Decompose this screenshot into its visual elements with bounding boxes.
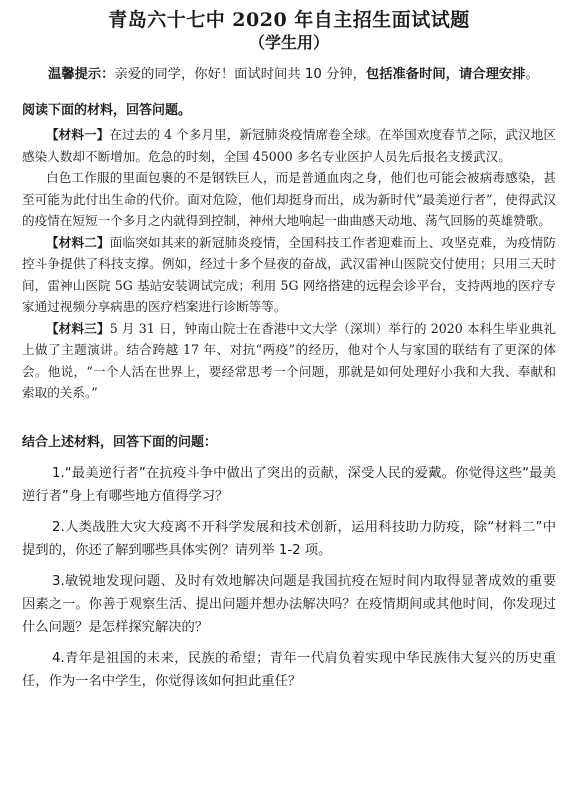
material-text: 白色工作服的里面包裹的不是钢铁巨人，而是普通血肉之身，他们也可能会被病毒感染，甚至可能为此付出生命的代价。面对危险，他们却挺身而出，成为新时代“最美逆行者”，使得武汉的疫情在短短一个多月之内就得到控制，神州大地响起一曲曲感天动地、荡气回肠的英雄赞歌。: [22, 170, 556, 228]
reading-materials: [22, 124, 556, 404]
material-tag: 【材料三】: [46, 320, 110, 336]
questions-heading: 结合上述材料，回答下面的问题：: [22, 434, 218, 450]
question-text: 敏锐地发现问题、及时有效地解决问题是我国抗疫在短时间内取得显著成效的重要因素之一。你善于观察生活、提出问题并想办法解决吗？在疫情期间或其他时间，你发现过什么问题？是怎样探究解决的？: [22, 573, 556, 635]
tip-label: 温馨提示：: [48, 67, 115, 82]
material-paragraph: [22, 124, 556, 167]
material-tag: 【材料一】: [46, 127, 110, 142]
tip-text: 亲爱的同学，你好！面试时间共 10 分钟，: [114, 67, 366, 82]
material-text: 面临突如其来的新冠肺炎疫情，全国科技工作者迎难而上、攻坚克难，为疫情防控斗争提供了科技支撑。例如，经过十多个昼夜的奋战，武汉雷神山医院交付使用；只用三天时间，雷神山医院 5G 基站安装调试完成；利用 5G 网络搭建的远程会诊平台，支持两地的医疗专家通过视频分享病患的医疗档案进行诊断等等。: [22, 234, 557, 314]
question-text: 人类战胜大灾大疫离不开科学发展和技术创新，运用科技助力防疫，除“材料二”中提到的，你还了解到哪些具体实例？请列举 1-2 项。: [22, 519, 556, 558]
question-item: [22, 516, 556, 562]
question-item: [22, 570, 556, 639]
page-title: 青岛六十七中 2020 年自主招生面试试题: [108, 9, 470, 31]
material-paragraph: [22, 318, 556, 404]
material-paragraph: [22, 232, 556, 318]
material-text: 在过去的 4 个多月里，新冠肺炎疫情席卷全球。在举国欢度春节之际，武汉地区感染人数却不断增加。危急的时刻，全国 45000 多名专业医护人员先后报名支援武汉。: [22, 127, 556, 164]
question-text: 青年是祖国的未来，民族的希望；青年一代肩负着实现中华民族伟大复兴的历史重任，作为一名中学生，你觉得该如何担此重任？: [22, 650, 556, 689]
tip-notice: [22, 64, 556, 86]
material-text: 5 月 31 日，钟南山院士在香港中文大学（深圳）举行的 2020 本科生毕业典礼上做了主题演讲。结合跨越 17 年、对抗“两疫”的经历，他对个人与家国的联结有了更深的体会。他说，“一个人活在世界上，要经常思考一个问题，那就是如何处理好小我和大我、奉献和索取的关系。”: [22, 320, 557, 400]
question-item: [22, 647, 556, 693]
question-item: [22, 462, 556, 508]
question-text: “最美逆行者”在抗疫斗争中做出了突出的贡献，深受人民的爱戴。你觉得这些“最美逆行者”身上有哪些地方值得学习？: [22, 465, 556, 504]
question-number: 1.: [52, 465, 65, 481]
tip-text-end: 。: [525, 67, 539, 82]
question-number: 4.: [52, 650, 65, 666]
material-tag: 【材料二】: [46, 234, 110, 250]
question-number: 3.: [52, 573, 65, 589]
page-subtitle: （学生用）: [248, 33, 329, 52]
reading-heading: 阅读下面的材料，回答问题。: [22, 103, 192, 118]
question-number: 2.: [52, 519, 65, 535]
tip-text-bold: 包括准备时间，请合理安排: [365, 67, 526, 82]
material-paragraph: [22, 167, 556, 232]
